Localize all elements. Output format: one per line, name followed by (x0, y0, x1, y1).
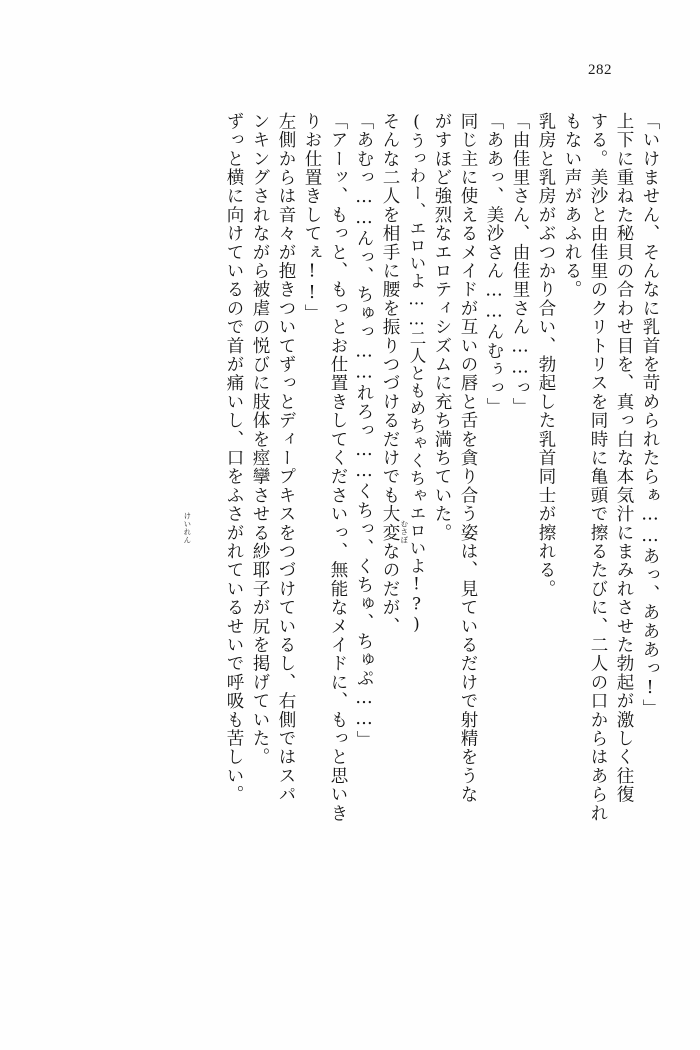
text-column: ンキングされながら被虐の悦びに肢体を痙攣させる紗耶子が尻を掲げていた。 (250, 112, 270, 767)
page-number: 282 (588, 62, 612, 78)
text-column: (うっわー、エロいよ……二人ともめちゃくちゃエロいよ!?) (407, 112, 426, 635)
text-column: 上下に重ねた秘貝の合わせ目を、真っ白な本気汁にまみれさせた勃起が激しく往復 (614, 112, 634, 804)
text-column: もない声があふれる。 (562, 112, 582, 299)
text-column: する。美沙と由佳里のクリトリスを同時に亀頭で擦るたびに、二人の口からはあられ (588, 112, 608, 823)
text-column: そんな二人を相手に腰を振りつづけるだけでも大変なのだが、 (380, 112, 400, 636)
text-column: 乳房と乳房がぶつかり合い、勃起した乳首同士が擦れる。 (536, 112, 556, 599)
text-column: 左側からは音々が抱きついてずっとディープキスをつづけているし、右側ではスパ (276, 112, 296, 804)
ruby-annotation-musubo: むさぼ (399, 520, 409, 544)
text-column: 「いけません、そんなに乳首を苛められたらぁ……あっ、あああっ!」 (640, 112, 660, 718)
text-column: 「ああっ、美沙さん……んむぅっ」 (484, 112, 504, 417)
text-column: 「アーッ、もっと、もっとお仕置きしてくださいっ、無能なメイドに、もっと思いき (328, 112, 348, 823)
text-column: ずっと横に向けているので首が痛いし、口をふさがれているせいで呼吸も苦しい。 (224, 112, 244, 804)
ruby-annotation-keiren: けいれん (182, 512, 192, 544)
text-column: 「由佳里さん、由佳里さん……っ」 (510, 112, 530, 417)
text-column: 同じ主に使えるメイドが互いの唇と舌を貪り合う姿は、見ているだけで射精をうな (458, 112, 478, 804)
text-column: がすほど強烈なエロティシズムに充ち満ちていた。 (432, 112, 452, 543)
text-column: りお仕置きしてぇ!!」 (302, 112, 322, 323)
text-column: 「あむっ……んっ、ちゅっ……れろっ……くちっ、くちゅ、ちゅぷ……」 (354, 112, 374, 750)
